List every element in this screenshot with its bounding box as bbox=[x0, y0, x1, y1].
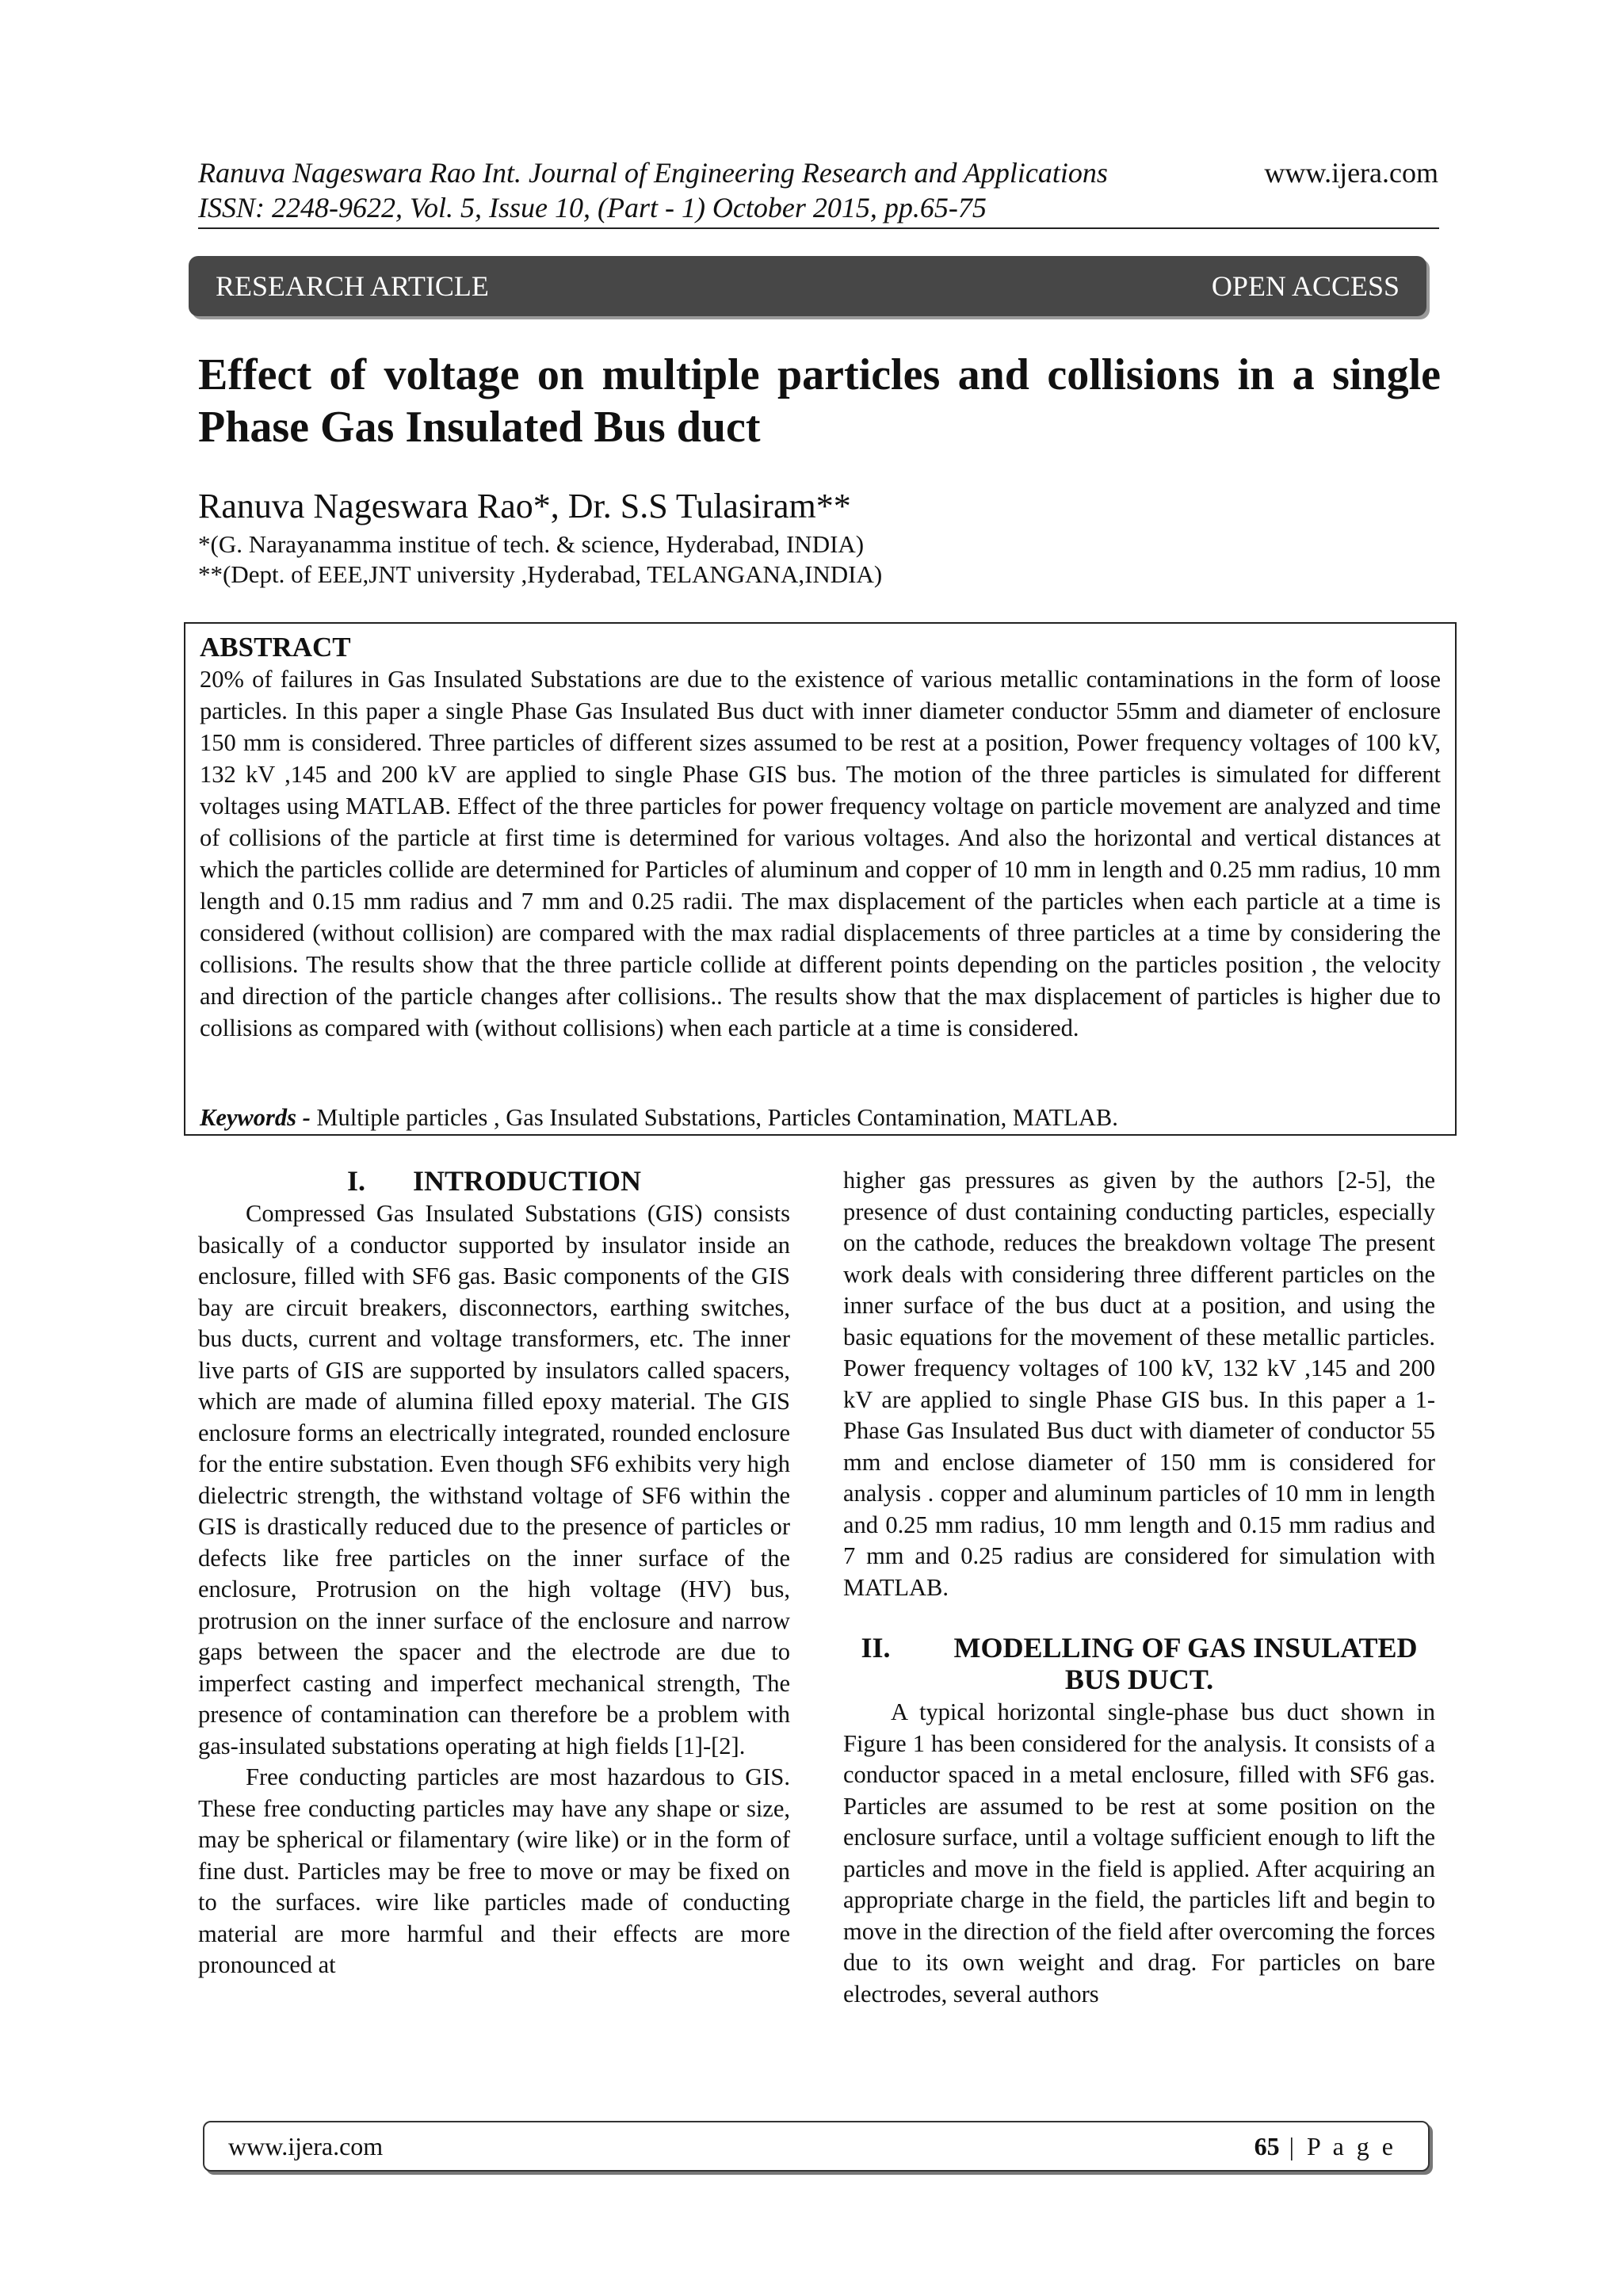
page-label: | P a g e bbox=[1279, 2132, 1396, 2160]
page-indicator bbox=[1254, 2130, 1396, 2162]
journal-url: www.ijera.com bbox=[1264, 157, 1438, 189]
journal-header-line1: Ranuva Nageswara Rao Int. Journal of Engineering Research and Applications bbox=[198, 157, 1108, 189]
body-paragraph: A typical horizontal single-phase bus duct shown in Figure 1 has been considered for the analysis. It consists of a conductor spaced in a metal enclosure, filled with SF6 gas. Particles are assumed to be rest at some position on the enclosure surface, until a voltage sufficient enough to lift the particles and move in the field is applied. After acquiring an appropriate charge in the field, the particles lift and begin to move in the direction of the field after overcoming the forces due to its own weight and drag. For particles on bare electrodes, several authors bbox=[843, 1698, 1435, 2008]
journal-header-line2: ISSN: 2248-9622, Vol. 5, Issue 10, (Part - 1) October 2015, pp.65-75 bbox=[198, 192, 987, 223]
abstract-box bbox=[184, 622, 1457, 1136]
keywords-label: Keywords - bbox=[200, 1104, 311, 1131]
footer-url: www.ijera.com bbox=[228, 2132, 384, 2160]
section-title: MODELLING OF GAS INSULATED BUS DUCT. bbox=[953, 1632, 1418, 1695]
left-column bbox=[198, 1165, 790, 1981]
section-heading-modelling bbox=[843, 1632, 1435, 1695]
abstract-heading: ABSTRACT bbox=[200, 632, 351, 663]
header-divider bbox=[198, 227, 1439, 229]
keywords-line bbox=[200, 1102, 1441, 1133]
article-type-banner bbox=[189, 256, 1426, 316]
keywords-text: Multiple particles , Gas Insulated Substations, Particles Contamination, MATLAB. bbox=[310, 1104, 1118, 1131]
section-title: INTRODUCTION bbox=[412, 1165, 642, 1197]
open-access-label: OPEN ACCESS bbox=[1211, 270, 1400, 302]
page-number: 65 bbox=[1254, 2132, 1280, 2160]
right-column bbox=[843, 1165, 1435, 2010]
body-paragraph: Compressed Gas Insulated Substations (GIS) consists basically of a conductor supported by insulator inside an enclosure, filled with SF6 gas. Basic components of the GIS bay are circuit breakers, disconnectors, earthing switches, bus ducts, current and voltage transformers, etc. The inner live parts of GIS are supported by insulators called spacers, which are made of alumina filled epoxy material. The GIS enclosure forms an electrically integrated, rounded enclosure for the entire substation. Even though SF6 exhibits very high dielectric strength, the withstand voltage of SF6 within the GIS is drastically reduced due to the presence of particles or defects like free particles on the inner surface of the enclosure, Protrusion on the high voltage (HV) bus, protrusion on the inner surface of the enclosure and narrow gaps between the spacer and the electrode are due to imperfect casting and imperfect mechanical strength, The presence of contamination can therefore be a problem with gas-insulated substations operating at high fields [1]-[2]. bbox=[198, 1200, 790, 1759]
section-number: I. bbox=[346, 1165, 365, 1197]
body-paragraph-continuation: higher gas pressures as given by the authors [2-5], the presence of dust containing conducting particles, especially on the cathode, reduces the breakdown voltage The present work deals with considering three different particles on the inner surface of the bus duct at a position, and using the basic equations for the movement of these metallic particles. Power frequency voltages of 100 kV, 132 kV ,145 and 200 kV are applied to single Phase GIS bus. In this paper a 1- Phase Gas Insulated Bus duct with diameter of conductor 55 mm and enclose diameter of 150 mm is considered for analysis . copper and aluminum particles of 10 mm in length and 0.25 mm radius, 10 mm length and 0.15 mm radius and 7 mm and 0.25 radius are considered for simulation with MATLAB. bbox=[843, 1167, 1435, 1601]
paper-title: Effect of voltage on multiple particles and collisions in a single Phase Gas Insulated Bus duct bbox=[198, 350, 1441, 452]
affiliation-2: **(Dept. of EEE,JNT university ,Hyderabad, TELANGANA,INDIA) bbox=[198, 560, 883, 588]
page-footer bbox=[203, 2121, 1430, 2172]
section-number: II. bbox=[861, 1632, 891, 1664]
abstract-text: 20% of failures in Gas Insulated Substations are due to the existence of various metallic contaminations in the form of loose particles. In this paper a single Phase Gas Insulated Bus duct with inner diameter conductor 55mm and diameter of enclosure 150 mm is considered. Three particles of different sizes assumed to be rest at a position, Power frequency voltages of 100 kV, 132 kV ,145 and 200 kV are applied to single Phase GIS bus. The motion of the three particles is simulated for different voltages using MATLAB. Effect of the three particles for power frequency voltage on particle movement are analyzed and time of collisions of the particle at first time is determined for various voltages. And also the horizontal and vertical distances at which the particles collide are determined for Particles of aluminum and copper of 10 mm in length and 0.25 mm radius, 10 mm length and 0.15 mm radius and 7 mm and 0.25 radii. The max displacement of the particles when each particle at a time is considered (without collision) are compared with the max radial displacements of three particles at a time by considering the collisions. The results show that the three particle collide at different points depending on the particles position , the velocity and direction of the particle changes after collisions.. The results show that the max displacement of particles is higher due to collisions as compared with (without collisions) when each particle at a time is considered. bbox=[200, 666, 1441, 1041]
author-list: Ranuva Nageswara Rao*, Dr. S.S Tulasiram** bbox=[198, 487, 851, 525]
affiliation-1: *(G. Narayanamma institue of tech. & science, Hyderabad, INDIA) bbox=[198, 530, 865, 558]
section-heading-introduction bbox=[198, 1165, 790, 1197]
research-article-label: RESEARCH ARTICLE bbox=[216, 270, 489, 302]
body-paragraph: Free conducting particles are most hazardous to GIS. These free conducting particles may have any shape or size, may be spherical or filamentary (wire like) or in the form of fine dust. Particles may be free to move or may be fixed on to the surfaces. wire like particles made of conducting material are more harmful and their effects are more pronounced at bbox=[198, 1763, 790, 1978]
